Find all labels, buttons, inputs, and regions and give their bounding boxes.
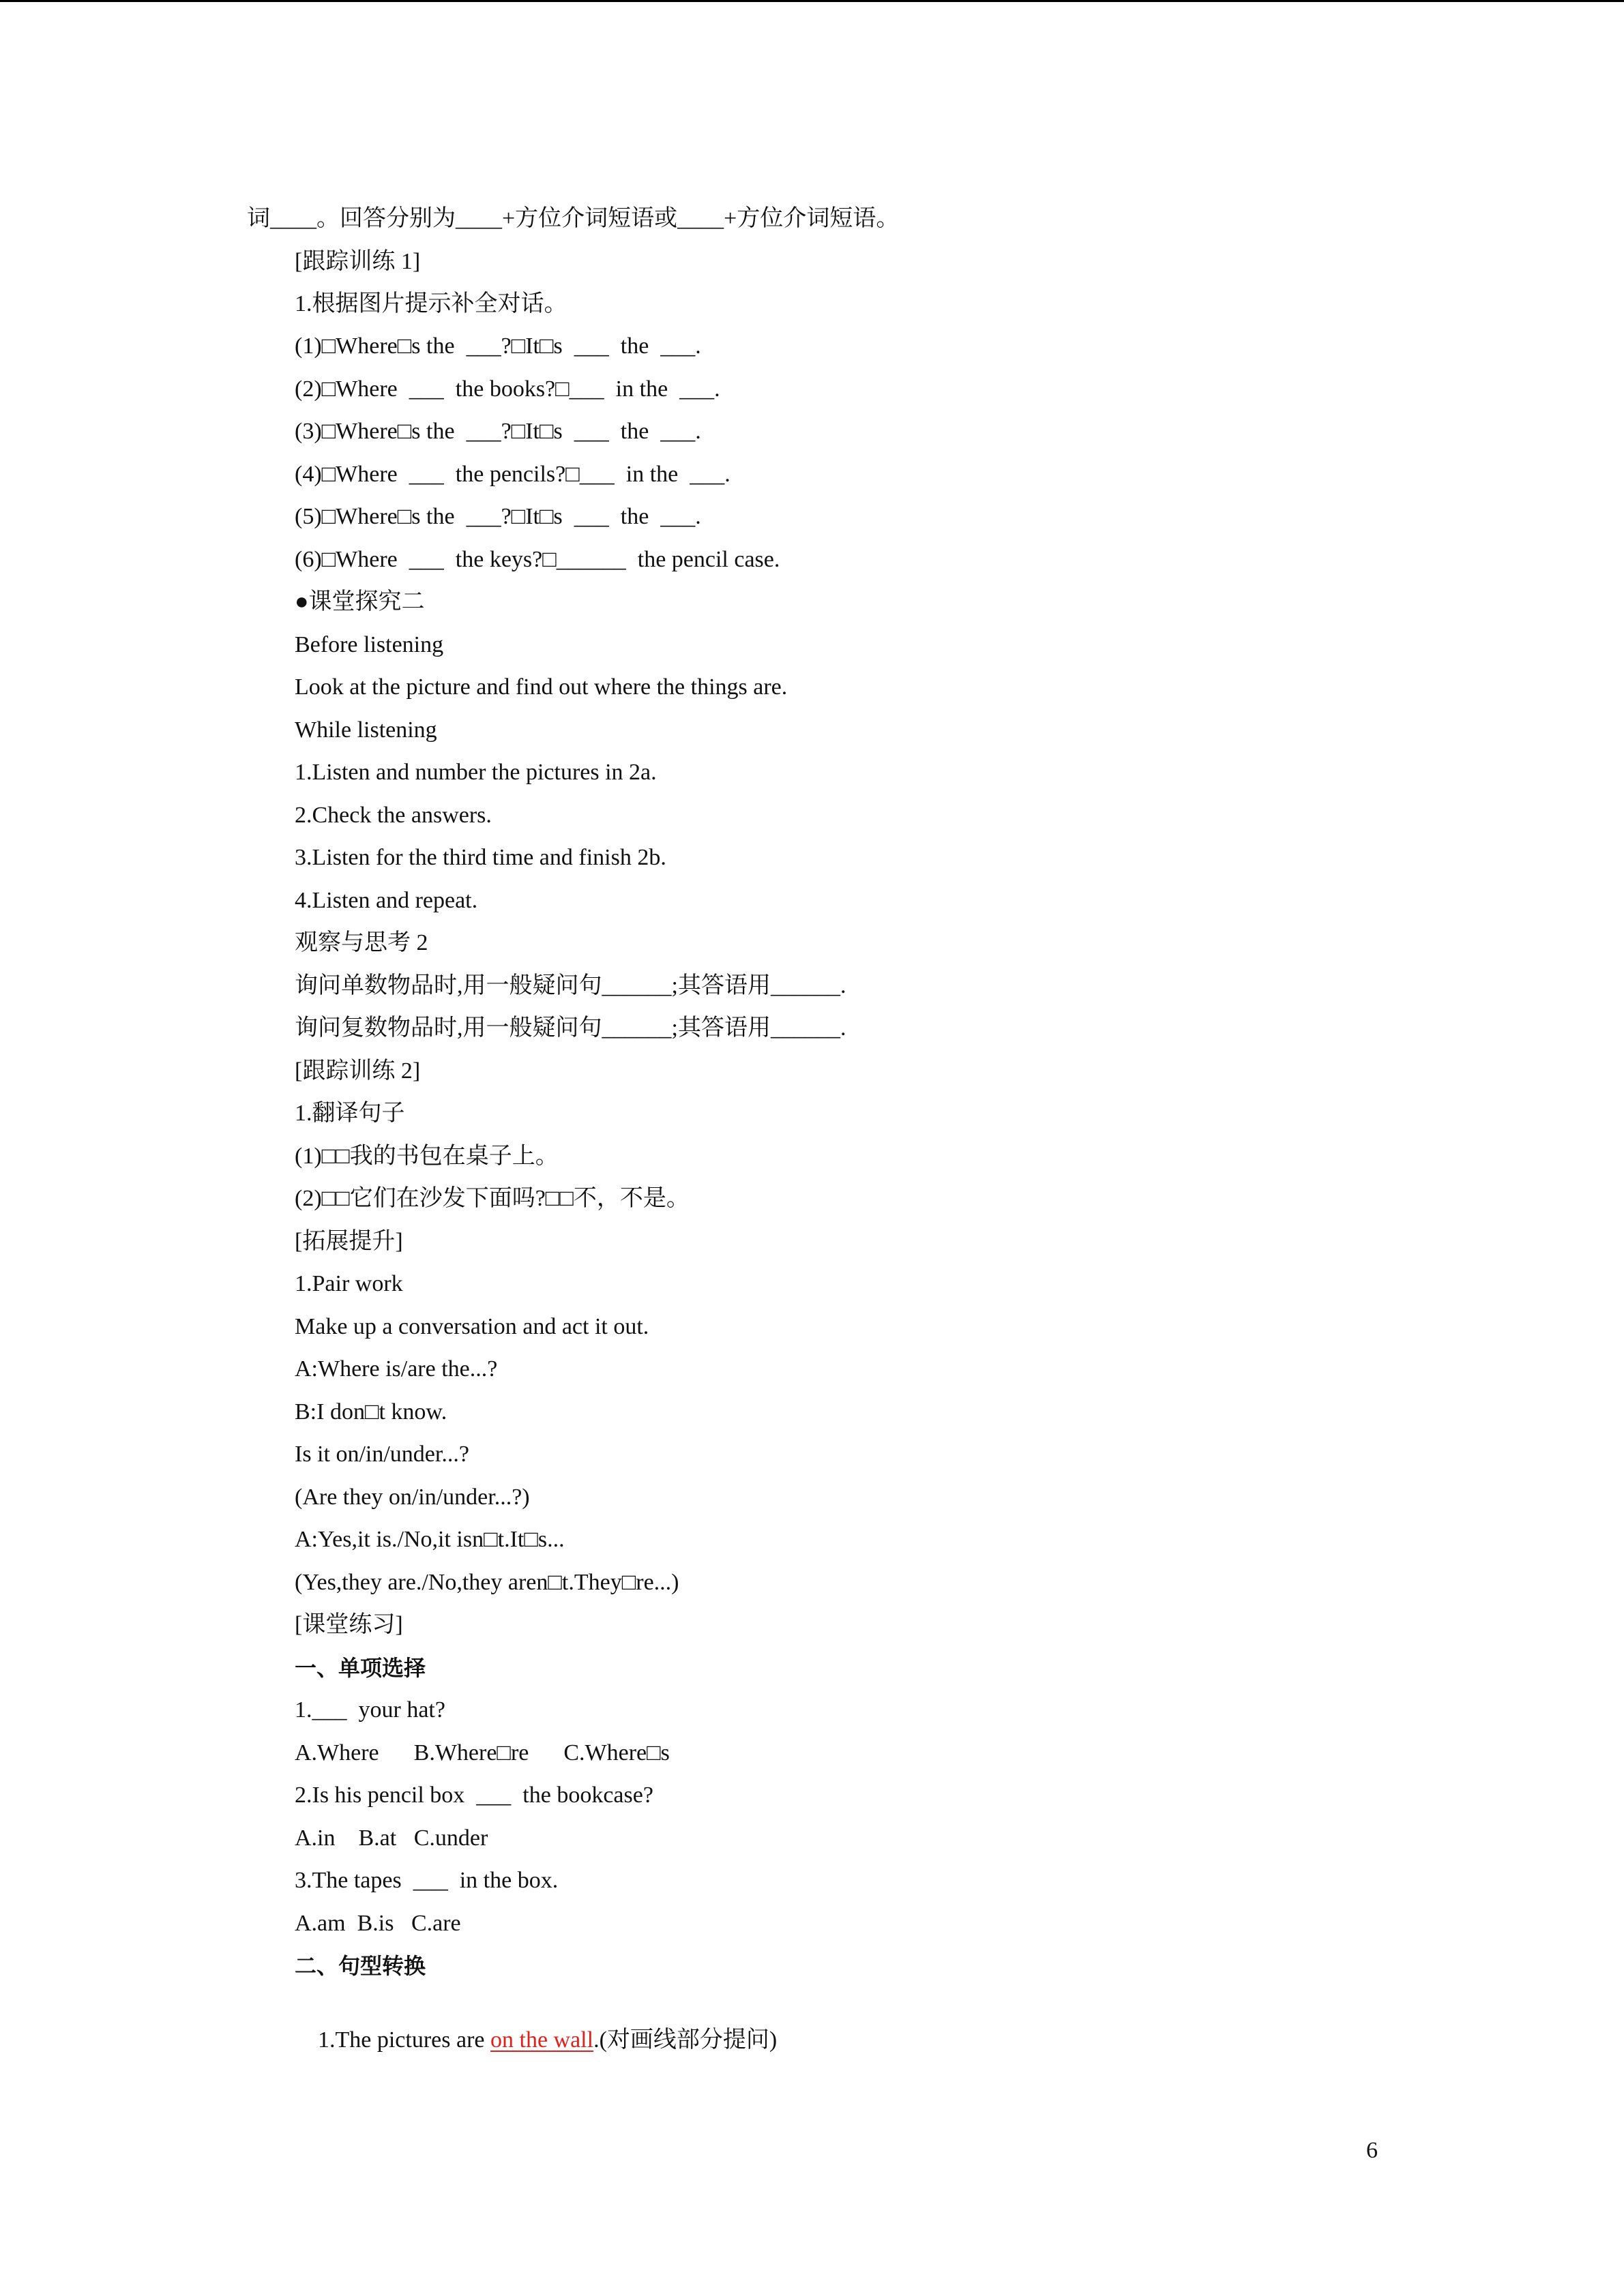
text-line: 询问复数物品时,用一般疑问句______;其答语用______. [295, 1015, 846, 1041]
text-line: While listening [295, 717, 437, 743]
section-heading: [课堂练习] [295, 1612, 403, 1637]
dialogue-line: (Are they on/in/under...?) [295, 1485, 530, 1510]
dialogue-line: (Yes,they are./No,they aren□t.They□re...) [295, 1570, 679, 1595]
text-line: 1.Listen and number the pictures in 2a. [295, 760, 657, 785]
text-line: 3.Listen for the third time and finish 2b. [295, 845, 666, 870]
dialogue-line: A:Yes,it is./No,it isn□t.It□s... [295, 1527, 565, 1552]
section-heading: ●课堂探究二 [295, 589, 425, 614]
question-item: 2.Is his pencil box ___ the bookcase? [295, 1783, 653, 1808]
dialogue-line: Is it on/in/under...? [295, 1442, 469, 1467]
text-line: 词____。回答分别为____+方位介词短语或____+方位介词短语。 [247, 206, 900, 231]
section-heading: [跟踪训练 2] [295, 1058, 421, 1084]
text-line: Look at the picture and find out where the things are. [295, 674, 788, 700]
text-line: 2.Check the answers. [295, 803, 492, 828]
exercise-item: (2)□Where ___ the books?□___ in the ___. [295, 376, 720, 402]
answer-options: A.am B.is C.are [295, 1911, 461, 1936]
text-line: Make up a conversation and act it out. [295, 1314, 649, 1339]
exercise-item: (5)□Where□s the ___?□It□s ___ the ___. [295, 504, 701, 529]
section-heading: 观察与思考 2 [295, 930, 428, 955]
text-line: 1.根据图片提示补全对话。 [295, 291, 567, 316]
exercise-item: (3)□Where□s the ___?□It□s ___ the ___. [295, 419, 701, 444]
page-number: 6 [1366, 2138, 1378, 2163]
dialogue-line: A:Where is/are the...? [295, 1356, 498, 1382]
section-heading: 二、句型转换 [295, 1953, 426, 1979]
exercise-item: (6)□Where ___ the keys?□______ the pencil case. [295, 547, 780, 572]
answer-options: A.in B.at C.under [295, 1825, 488, 1851]
exercise-item: (1)□Where□s the ___?□It□s ___ the ___. [295, 333, 701, 359]
text-line: 1.Pair work [295, 1271, 403, 1296]
section-heading: [跟踪训练 1] [295, 249, 421, 274]
dialogue-line: B:I don□t know. [295, 1399, 447, 1425]
text-line: Before listening [295, 632, 444, 657]
text-line: 1.翻译句子 [295, 1101, 405, 1126]
exercise-item: (2)□□它们在沙发下面吗?□□不，不是。 [295, 1186, 690, 1211]
section-heading: 一、单项选择 [295, 1655, 426, 1681]
answer-options: A.Where B.Where□re C.Where□s [295, 1740, 670, 1765]
section-heading: [拓展提升] [295, 1229, 403, 1254]
question-item: 3.The tapes ___ in the box. [295, 1868, 559, 1893]
question-item: 1.___ your hat? [295, 1697, 445, 1723]
underlined-phrase: on the wall [490, 2027, 594, 2053]
question-instruction: .(对画线部分提问) [593, 2027, 778, 2053]
exercise-item: (4)□Where ___ the pencils?□___ in the ___. [295, 462, 730, 487]
question-text: 1.The pictures are [318, 2027, 490, 2053]
exercise-item: (1)□□我的书包在桌子上。 [295, 1144, 559, 1169]
question-item [295, 1993, 777, 2087]
text-line: 4.Listen and repeat. [295, 888, 478, 913]
text-line: 询问单数物品时,用一般疑问句______;其答语用______. [295, 973, 846, 998]
